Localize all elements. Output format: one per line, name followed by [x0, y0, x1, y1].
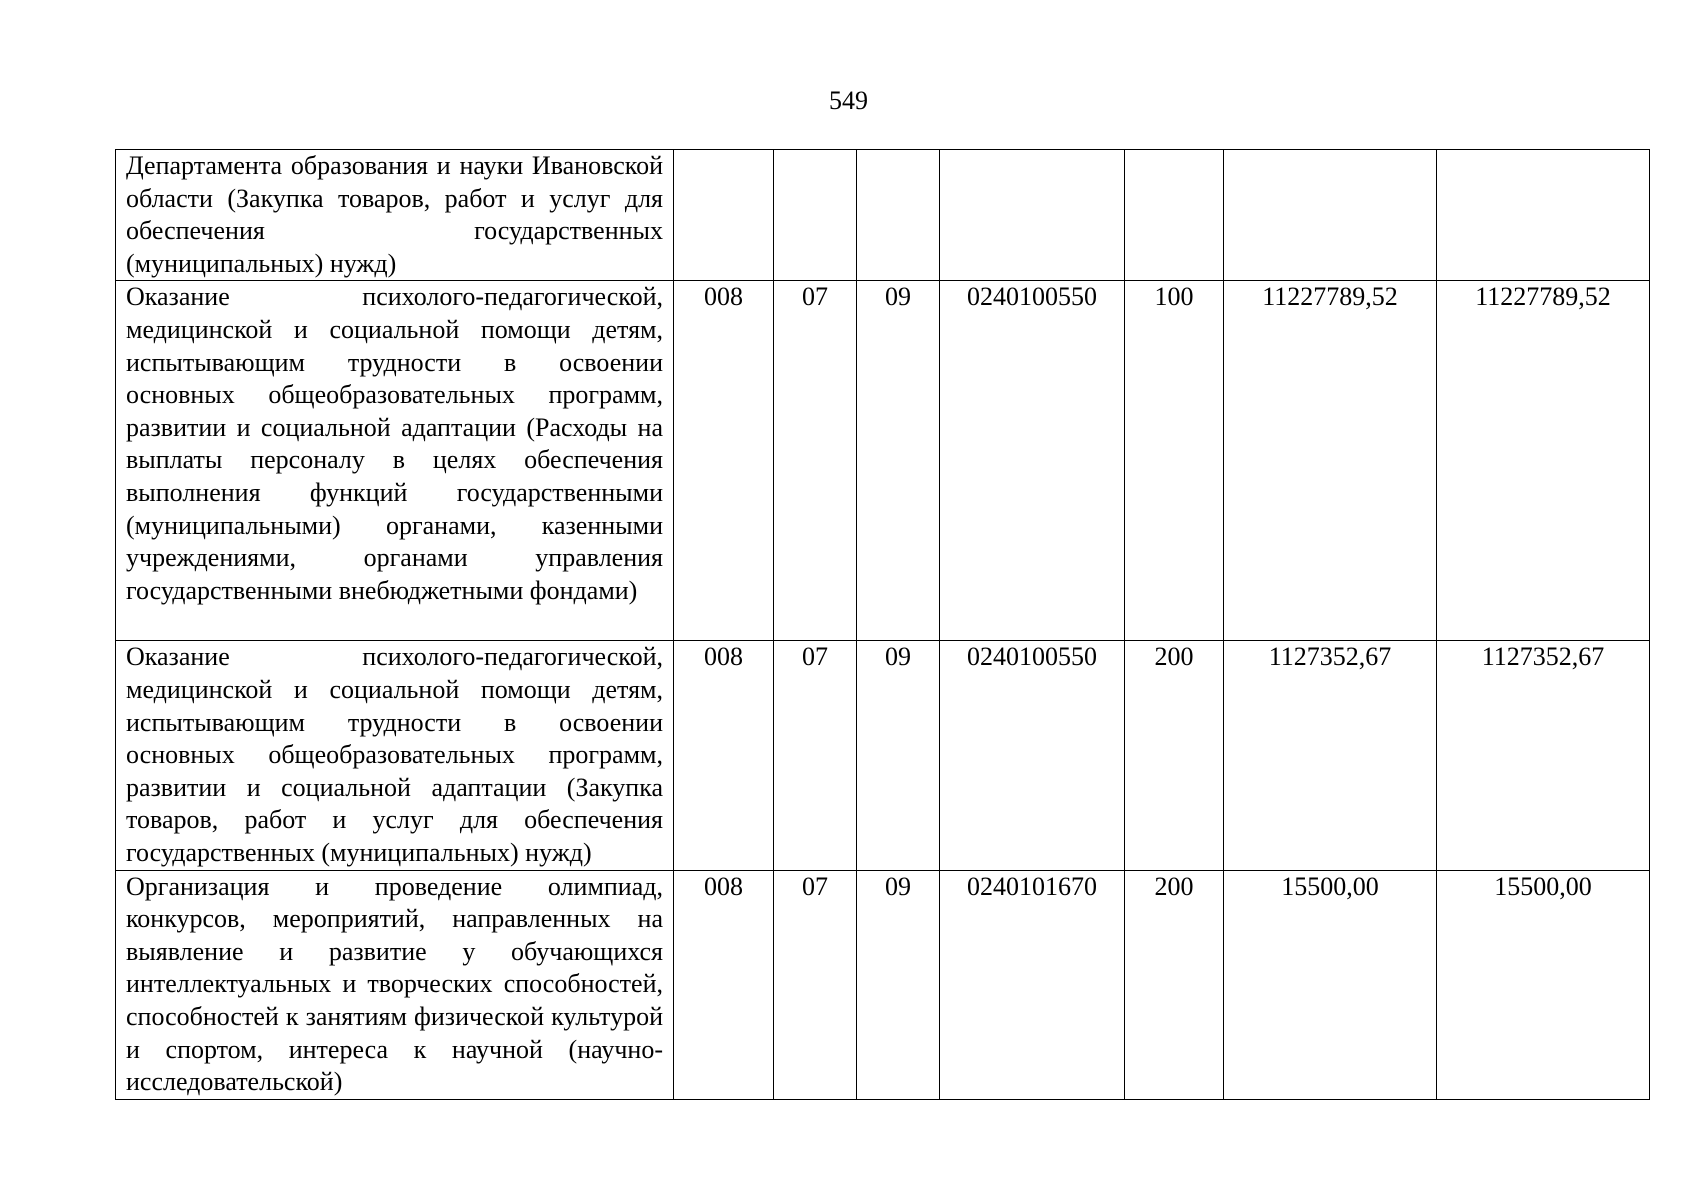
row-target-article: 0240100550 — [940, 281, 1125, 641]
row-amount-1: 11227789,52 — [1224, 281, 1437, 641]
row-grbs-code: 008 — [674, 281, 774, 641]
row-subsection-code: 09 — [857, 281, 940, 641]
row-target-article: 0240101670 — [940, 870, 1125, 1099]
row-grbs-code: 008 — [674, 641, 774, 870]
table-row — [116, 150, 1650, 281]
row-expense-type: 200 — [1125, 870, 1224, 1099]
budget-table — [115, 149, 1650, 1100]
row-expense-type — [1125, 150, 1224, 281]
row-subsection-code: 09 — [857, 641, 940, 870]
row-section-code — [774, 150, 857, 281]
row-grbs-code: 008 — [674, 870, 774, 1099]
row-target-article: 0240100550 — [940, 641, 1125, 870]
row-amount-2: 11227789,52 — [1437, 281, 1650, 641]
row-expense-type: 200 — [1125, 641, 1224, 870]
table-row — [116, 281, 1650, 641]
row-expense-type: 100 — [1125, 281, 1224, 641]
row-amount-1: 15500,00 — [1224, 870, 1437, 1099]
row-section-code: 07 — [774, 281, 857, 641]
row-section-code: 07 — [774, 641, 857, 870]
row-amount-1 — [1224, 150, 1437, 281]
row-amount-2: 15500,00 — [1437, 870, 1650, 1099]
row-grbs-code — [674, 150, 774, 281]
row-description: Оказание психолого-педагогической, медицинской и социальной помощи детям, испытывающим трудности в освоении основных общеобразовательных программ, развитии и социальной адаптации (Расходы на выплаты персоналу в целях обеспечения выполнения функций государственными (муниципальными) органами, казенными учреждениями, органами управления государственными внебюджетными фондами) — [116, 281, 674, 641]
row-amount-1: 1127352,67 — [1224, 641, 1437, 870]
page-number: 549 — [829, 86, 868, 115]
table-row — [116, 870, 1650, 1099]
row-description: Департамента образования и науки Ивановской области (Закупка товаров, работ и услуг для обеспечения государственных (муниципальных) нужд) — [116, 150, 674, 281]
table-row — [116, 641, 1650, 870]
row-subsection-code: 09 — [857, 870, 940, 1099]
row-amount-2: 1127352,67 — [1437, 641, 1650, 870]
row-description: Организация и проведение олимпиад, конкурсов, мероприятий, направленных на выявление и развитие у обучающихся интеллектуальных и творческих способностей, способностей к занятиям физической культурой и спортом, интереса к научной (научно-исследовательской) — [116, 870, 674, 1099]
row-description: Оказание психолого-педагогической, медицинской и социальной помощи детям, испытывающим трудности в освоении основных общеобразовательных программ, развитии и социальной адаптации (Закупка товаров, работ и услуг для обеспечения государственных (муниципальных) нужд) — [116, 641, 674, 870]
row-target-article — [940, 150, 1125, 281]
row-section-code: 07 — [774, 870, 857, 1099]
row-subsection-code — [857, 150, 940, 281]
row-amount-2 — [1437, 150, 1650, 281]
